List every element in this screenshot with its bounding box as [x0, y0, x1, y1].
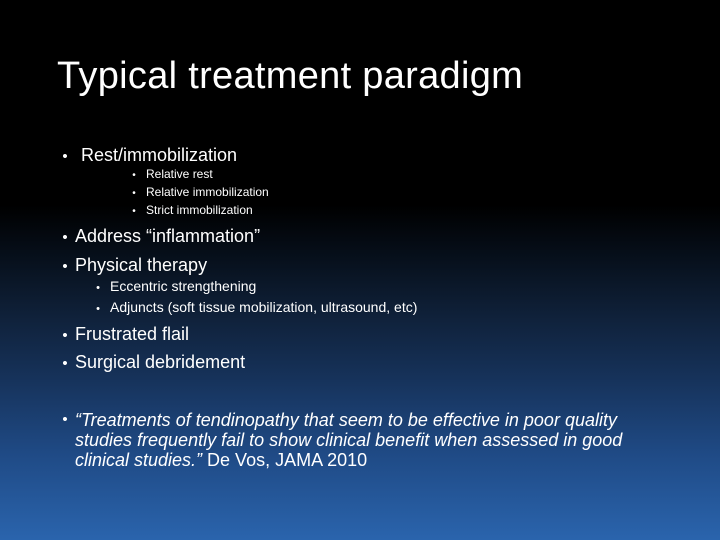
sub-bullet-item	[90, 279, 256, 294]
quote-text	[75, 410, 675, 470]
sub-bullet-item	[90, 300, 417, 315]
bullet-icon: •	[62, 258, 68, 275]
sub-bullet-item	[126, 204, 253, 217]
sub-bullet-text: Relative immobilization	[146, 185, 269, 199]
bullet-icon: •	[96, 282, 100, 294]
bullet-item-rest-immobilization	[55, 146, 237, 164]
bullet-icon: •	[132, 170, 136, 181]
bullet-text: Surgical debridement	[75, 352, 246, 372]
quote-italic-text: “Treatments of tendinopathy that seem to be effective in poor quality studies frequently fail to show clinical benefit when assessed in good clinical studies.”	[75, 410, 623, 470]
bullet-icon: •	[62, 148, 68, 165]
bullet-text: Physical therapy	[75, 255, 208, 275]
quote-citation: De Vos, JAMA 2010	[202, 450, 368, 470]
bullet-icon: •	[62, 229, 68, 246]
bullet-icon: •	[62, 411, 68, 428]
bullet-icon: •	[96, 303, 100, 315]
bullet-item-physical-therapy	[55, 256, 207, 274]
sub-bullet-text: Strict immobilization	[146, 203, 253, 217]
bullet-icon: •	[62, 355, 68, 372]
bullet-item-address-inflammation	[55, 227, 260, 245]
bullet-icon: •	[132, 206, 136, 217]
bullet-icon: •	[62, 327, 68, 344]
bullet-item-surgical-debridement	[55, 353, 245, 371]
sub-bullet-text: Eccentric strengthening	[110, 278, 257, 294]
bullet-text: Address “inflammation”	[75, 226, 261, 246]
bullet-text: Frustrated flail	[75, 324, 190, 344]
sub-bullet-text: Relative rest	[146, 167, 213, 181]
sub-bullet-text: Adjuncts (soft tissue mobilization, ultrasound, etc)	[110, 299, 418, 315]
slide-title: Typical treatment paradigm	[57, 55, 524, 97]
sub-bullet-item	[126, 186, 269, 199]
sub-bullet-item	[126, 168, 213, 181]
bullet-text: Rest/immobilization	[81, 145, 238, 165]
quote-bullet	[55, 410, 675, 470]
bullet-icon: •	[132, 188, 136, 199]
bullet-item-frustrated-flail	[55, 325, 189, 343]
